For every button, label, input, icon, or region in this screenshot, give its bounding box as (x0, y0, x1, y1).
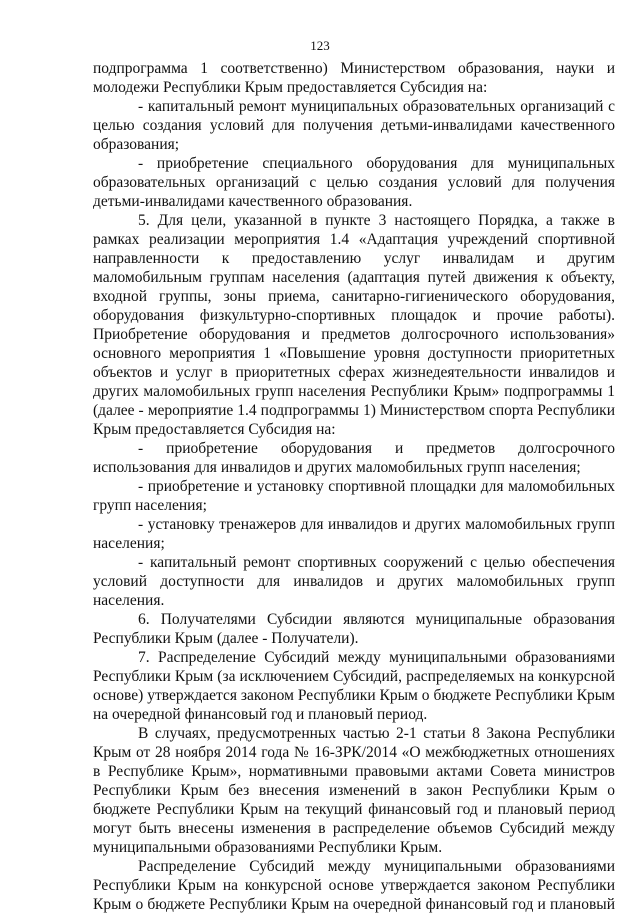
paragraph-competitive-distribution: Распределение Субсидий между муниципальными образованиями Республики Крым на конкурсной основе утверждается законом Республики Крым о бюджете Республики Крым на очередной финансовый год и плановый (93, 858, 615, 913)
paragraph-exceptions: В случаях, предусмотренных частью 2-1 статьи 8 Закона Республики Крым от 28 ноября 2014 года № 16-ЗРК/2014 «О межбюджетных отношениях в Республике Крым», нормативными правовыми актами Совета министров Республики Крым без внесения изменений в закон Республики Крым о бюджете Республики Крым на текущий финансовый год и плановый период могут быть внесены изменения в распределение объемов Субсидий между муниципальными образованиями Республики Крым. (93, 725, 615, 856)
paragraph-clause-6: 6. Получателями Субсидии являются муниципальные образования Республики Крым (далее - Получатели). (93, 611, 615, 647)
paragraph-clause-5: 5. Для цели, указанной в пункте 3 настоящего Порядка, а также в рамках реализации мероприятия 1.4 «Адаптация учреждений спортивной направленности к предоставлению услуг инвалидам и другим маломобильным группам населения (адаптация путей движения к объекту, входной группы, зоны приема, санитарно-гигиенического оборудования, оборудования физкультурно-спортивных площадок и прочие работы). Приобретение оборудования и предметов долгосрочного использования» основного мероприятия 1 «Повышение уровня доступности приоритетных объектов и услуг в приоритетных сферах жизнедеятельности инвалидов и других маломобильных групп населения Республики Крым» подпрограммы 1 (далее - мероприятие 1.4 подпрограммы 1) Министерством спорта Республики Крым предоставляется Субсидия на: (93, 212, 615, 438)
list-item: - капитальный ремонт спортивных сооружений с целью обеспечения условий доступности для инвалидов и других маломобильных групп населения. (93, 554, 615, 609)
paragraph-intro: подпрограмма 1 соответственно) Министерством образования, науки и молодежи Республики Крым предоставляется Субсидия на: (93, 60, 615, 96)
list-item: - установку тренажеров для инвалидов и других маломобильных групп населения; (93, 516, 615, 552)
list-item: - приобретение и установку спортивной площадки для маломобильных групп населения; (93, 478, 615, 514)
list-item: - приобретение специального оборудования для муниципальных образовательных организаций с целью создания условий для получения детьми-инвалидами качественного образования. (93, 155, 615, 210)
list-item: - приобретение оборудования и предметов долгосрочного использования для инвалидов и других маломобильных групп населения; (93, 440, 615, 476)
page-number: 123 (310, 38, 330, 53)
document-body (93, 59, 615, 914)
list-item: - капитальный ремонт муниципальных образовательных организаций с целью создания условий для получения детьми-инвалидами качественного образования; (93, 98, 615, 153)
paragraph-clause-7: 7. Распределение Субсидий между муниципальными образованиями Республики Крым (за исключением Субсидий, распределяемых на конкурсной основе) утверждается законом Республики Крым о бюджете Республики Крым на очередной финансовый год и плановый период. (93, 649, 615, 723)
